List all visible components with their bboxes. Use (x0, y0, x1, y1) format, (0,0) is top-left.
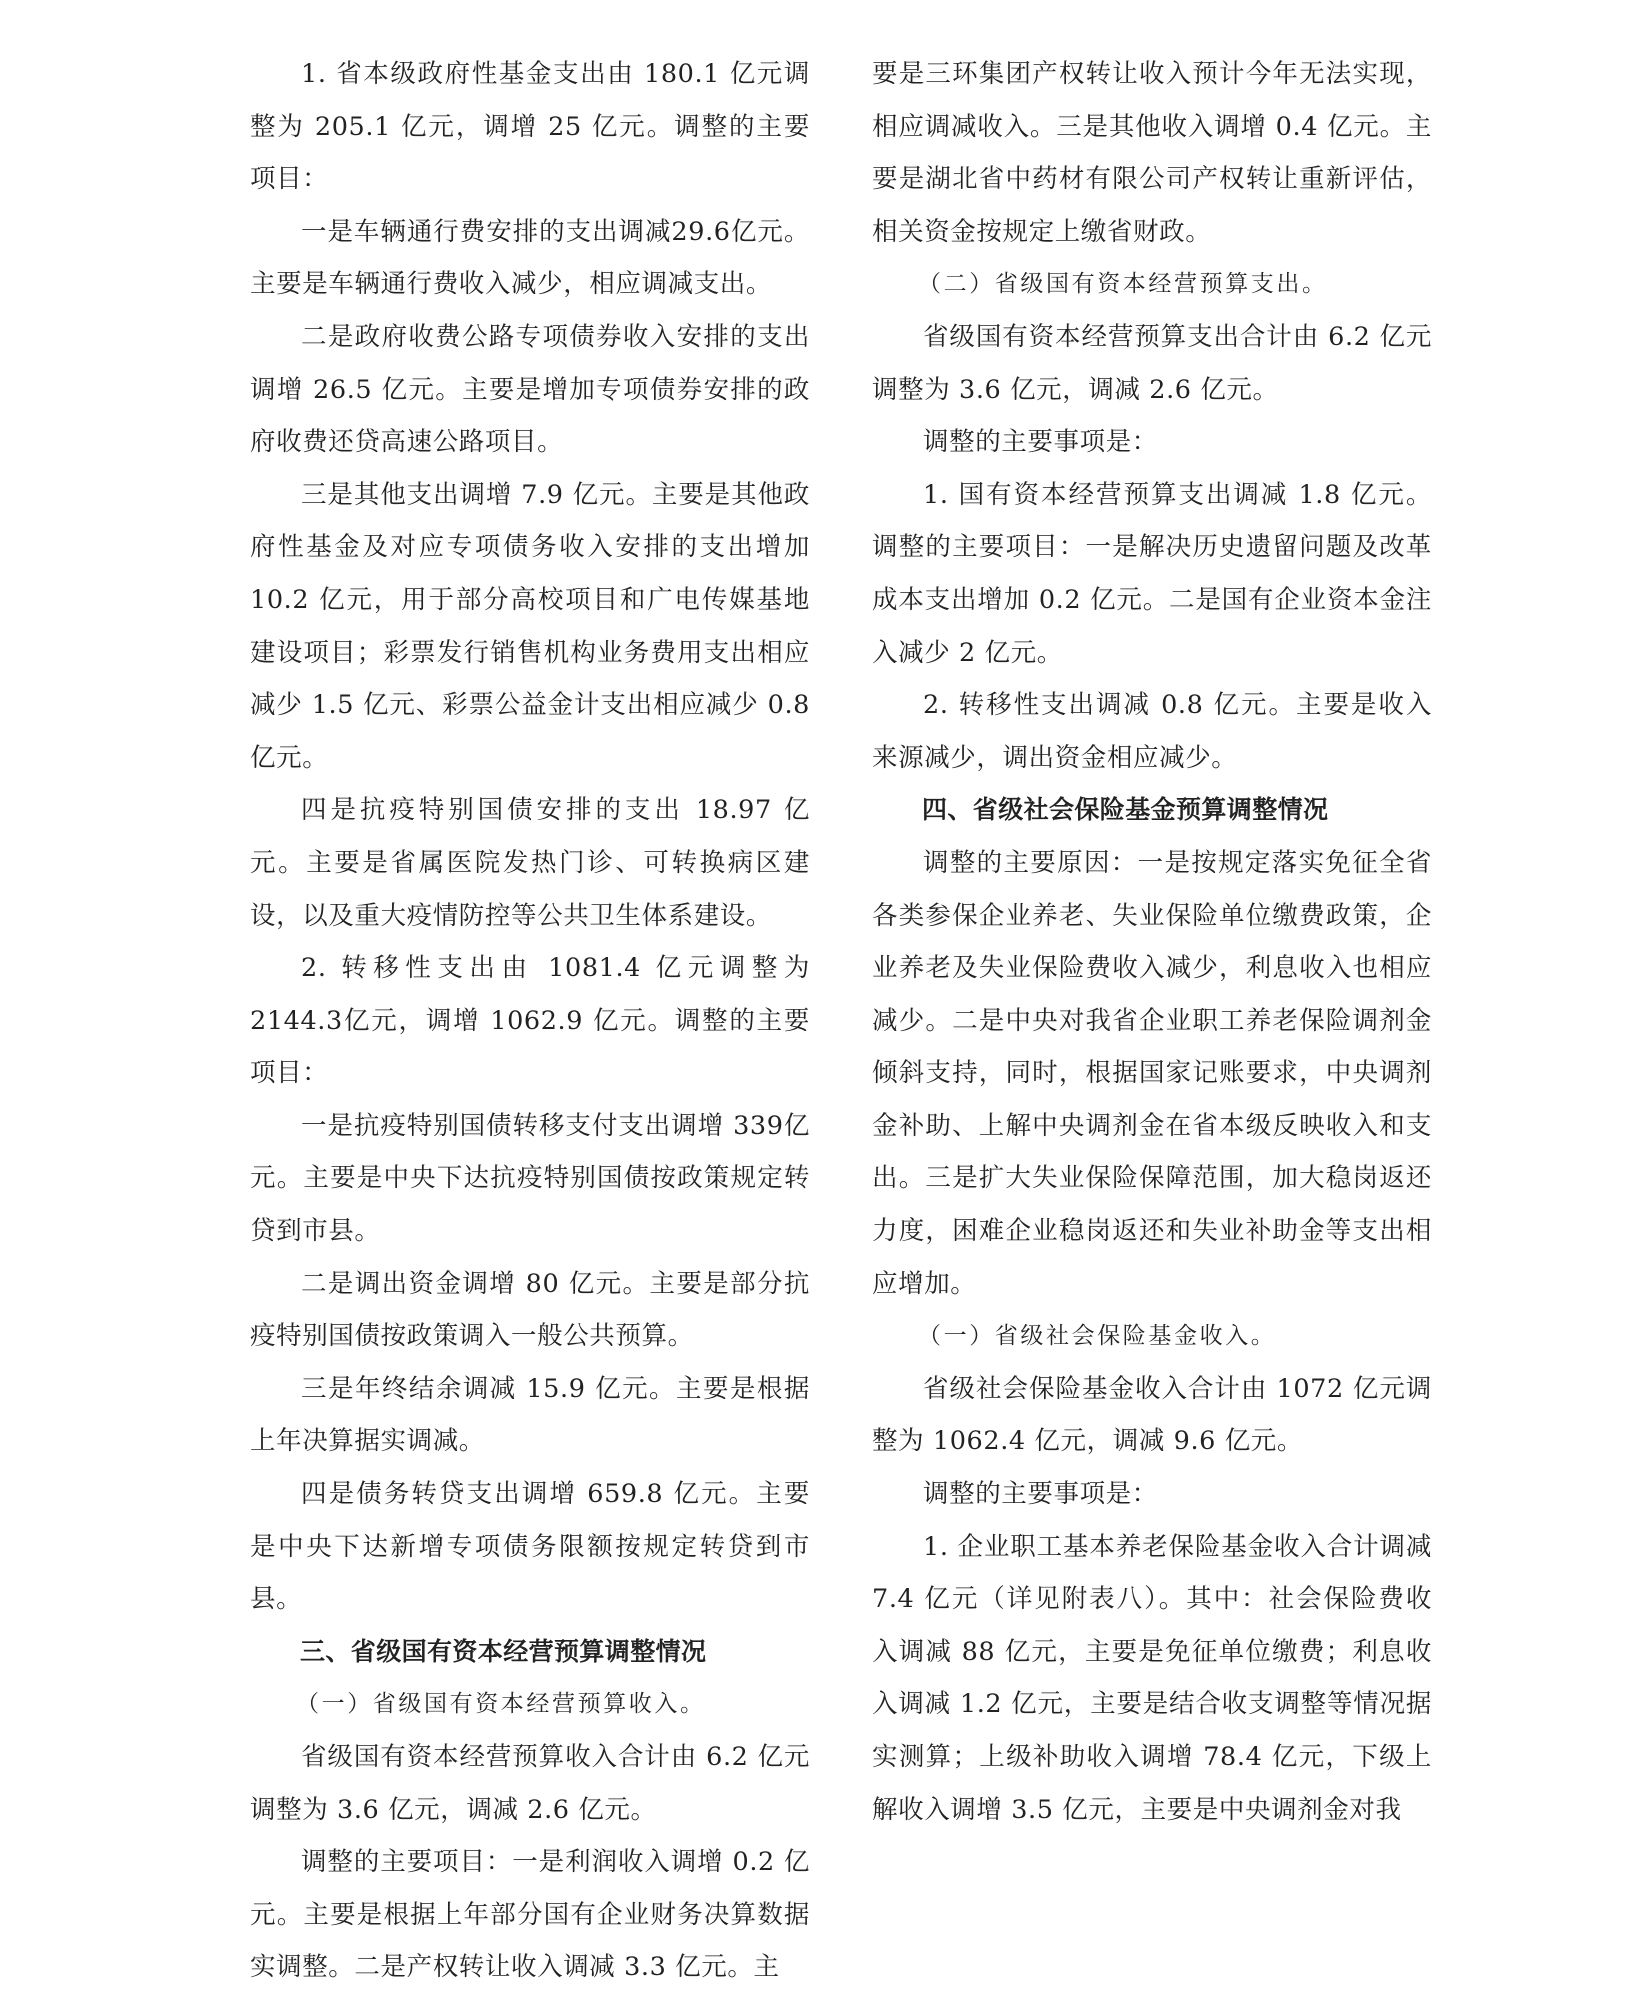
section-heading: 四、省级社会保险基金预算调整情况 (922, 795, 1329, 825)
paragraph: 调整的主要事项是： (923, 1479, 1158, 1510)
paragraph: 四是债务转贷支出调增 659.8 亿元。主要是中央下达新增专项债务限额按规定转贷到市县。 (250, 1479, 810, 1615)
paragraph: 二是调出资金调增 80 亿元。主要是部分抗疫特别国债按政策调入一般公共预算。 (250, 1268, 810, 1352)
paragraph: 省级社会保险基金收入合计由 1072 亿元调整为 1062.4 亿元，调减 9.6 亿元。 (872, 1373, 1432, 1457)
paragraph: 四是抗疫特别国债安排的支出 18.97 亿元。主要是省属医院发热门诊、可转换病区建设，以及重大疫情防控等公共卫生体系建设。 (250, 795, 810, 931)
paragraph-continued: 要是三环集团产权转让收入预计今年无法实现，相应调减收入。三是其他收入调增 0.4 亿元。主要是湖北省中药材有限公司产权转让重新评估，相关资金按规定上缴省财政。 (872, 59, 1432, 247)
paragraph: 2. 转移性支出由 1081.4 亿元调整为 2144.3亿元，调增 1062.9 亿元。调整的主要项目： (250, 953, 810, 1089)
paragraph: 1. 省本级政府性基金支出由 180.1 亿元调整为 205.1 亿元，调增 25 亿元。调整的主要项目： (250, 59, 810, 195)
paragraph: 二是政府收费公路专项债券收入安排的支出调增 26.5 亿元。主要是增加专项债券安排的政府收费还贷高速公路项目。 (250, 321, 810, 458)
paragraph: 一是抗疫特别国债转移支付支出调增 339亿元。主要是中央下达抗疫特别国债按政策规定转贷到市县。 (250, 1110, 810, 1247)
subsection-heading: （一）省级社会保险基金收入。 (918, 1323, 1277, 1350)
paragraph: 调整的主要事项是： (923, 427, 1158, 458)
paragraph: 1. 企业职工基本养老保险基金收入合计调减 7.4 亿元（详见附表八）。其中：社会保险费收入调减 88 亿元，主要是免征单位缴费；利息收入调减 1.2 亿元，主要是结合收支调整等情况据实测算；上级补助收入调增 78.4 亿元，下级上解收入调增 3.5 亿元，主要是中央调剂金对我 (872, 1531, 1432, 1825)
paragraph: 调整的主要项目：一是利润收入调增 0.2 亿元。主要是根据上年部分国有企业财务决算数据实调整。二是产权转让收入调减 3.3 亿元。主 (250, 1847, 810, 1983)
subsection-heading: （一）省级国有资本经营预算收入。 (296, 1691, 706, 1718)
paragraph: 三是其他支出调增 7.9 亿元。主要是其他政府性基金及对应专项债务收入安排的支出增加10.2 亿元，用于部分高校项目和广电传媒基地建设项目；彩票发行销售机构业务费用支出相应减少 1.5 亿元、彩票公益金计支出相应减少 0.8亿元。 (250, 479, 810, 773)
paragraph: 1. 国有资本经营预算支出调减 1.8 亿元。调整的主要项目：一是解决历史遗留问题及改革成本支出增加 0.2 亿元。二是国有企业资本金注入减少 2 亿元。 (872, 479, 1432, 668)
right-column (872, 48, 1432, 1836)
subsection-heading: （二）省级国有资本经营预算支出。 (918, 271, 1328, 298)
left-column (250, 48, 810, 1994)
section-heading: 三、省级国有资本经营预算调整情况 (300, 1636, 707, 1666)
paragraph: 省级国有资本经营预算支出合计由 6.2 亿元调整为 3.6 亿元，调减 2.6 亿元。 (872, 321, 1432, 405)
paragraph: 一是车辆通行费安排的支出调减29.6亿元。主要是车辆通行费收入减少，相应调减支出。 (250, 216, 810, 300)
paragraph: 三是年终结余调减 15.9 亿元。主要是根据上年决算据实调减。 (250, 1373, 810, 1457)
paragraph: 调整的主要原因：一是按规定落实免征全省各类参保企业养老、失业保险单位缴费政策，企业养老及失业保险费收入减少，利息收入也相应减少。二是中央对我省企业职工养老保险调剂金倾斜支持，同时，根据国家记账要求，中央调剂金补助、上解中央调剂金在省本级反映收入和支出。三是扩大失业保险保障范围，加大稳岗返还力度，困难企业稳岗返还和失业补助金等支出相应增加。 (872, 847, 1432, 1299)
paragraph: 2. 转移性支出调减 0.8 亿元。主要是收入来源减少，调出资金相应减少。 (872, 690, 1432, 773)
paragraph: 省级国有资本经营预算收入合计由 6.2 亿元调整为 3.6 亿元，调减 2.6 亿元。 (250, 1742, 810, 1825)
